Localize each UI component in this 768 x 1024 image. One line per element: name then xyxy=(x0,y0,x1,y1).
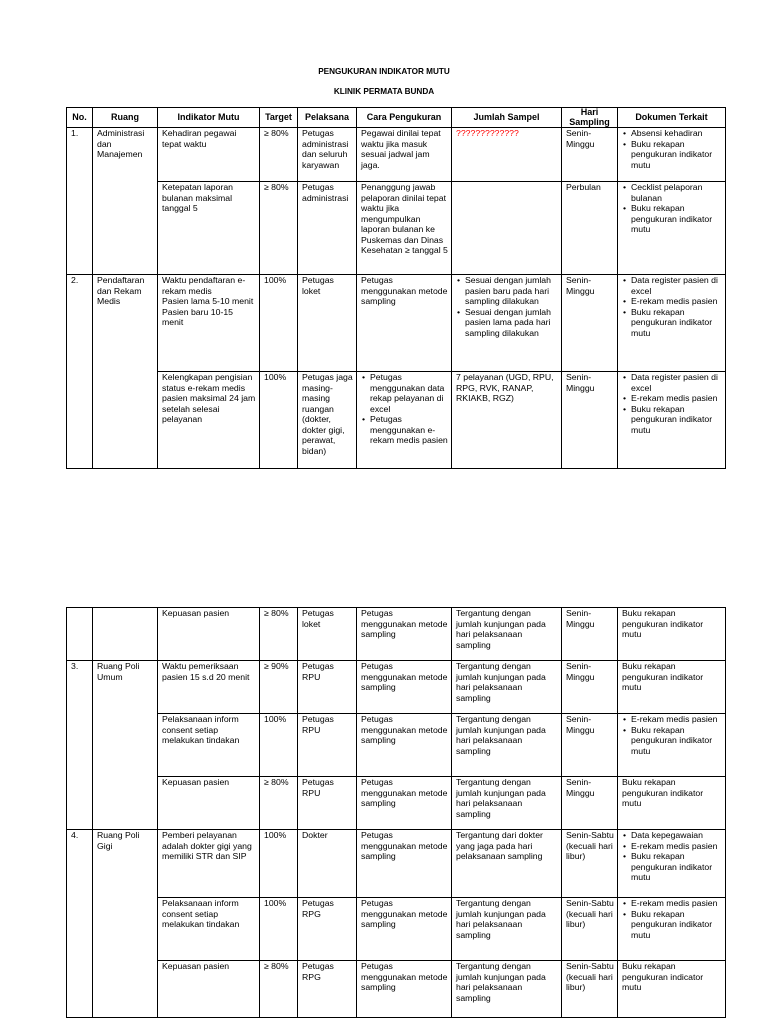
cell-dokumen-terkait xyxy=(618,372,726,469)
cell-pelaksana: Petugas administrasi xyxy=(298,182,357,275)
cell-hari-sampling: Senin-Sabtu (kecuali hari libur) xyxy=(562,898,618,961)
cell-indikator-mutu: Pemberi pelayanan adalah dokter gigi yang memiliki STR dan SIP xyxy=(158,830,260,898)
table-row xyxy=(67,182,726,275)
cell-indikator-mutu: Pelaksanaan inform consent setiap melakukan tindakan xyxy=(158,714,260,777)
table-header xyxy=(67,108,726,128)
header-dokumen-terkait: Dokumen Terkait xyxy=(618,108,726,128)
bullet-list xyxy=(622,898,722,940)
cell-cara-pengukuran: Petugas menggunakan metode sampling xyxy=(357,714,452,777)
bullet-list xyxy=(622,128,722,170)
bullet-list xyxy=(622,275,722,338)
table-row xyxy=(67,898,726,961)
cell-cara-pengukuran: Petugas menggunakan metode sampling xyxy=(357,898,452,961)
cell-hari-sampling: Senin-Minggu xyxy=(562,372,618,469)
cell-dokumen-terkait xyxy=(618,714,726,777)
document-subtitle: KLINIK PERMATA BUNDA xyxy=(333,87,435,96)
cell-target: ≥ 80% xyxy=(260,961,298,1018)
cell-ruang: Ruang Poli Umum xyxy=(93,661,158,830)
cell-indikator-mutu: Kepuasan pasien xyxy=(158,961,260,1018)
cell-no: 4. xyxy=(67,830,93,1018)
cell-no: 2. xyxy=(67,275,93,469)
cell-line: Waktu pendaftaran e-rekam medis xyxy=(162,275,246,296)
bullet-item: • E-rekam medis pasien xyxy=(622,296,722,307)
cell-jumlah-sampel: Tergantung dengan jumlah kunjungan pada hari pelaksanaan sampling xyxy=(452,961,562,1018)
cell-target: 100% xyxy=(260,372,298,469)
header-cara-pengukuran: Cara Pengukuran xyxy=(357,108,452,128)
bullet-item: • E-rekam medis pasien xyxy=(622,714,722,725)
header-ruang: Ruang xyxy=(93,108,158,128)
bullet-list xyxy=(622,714,722,756)
table-row xyxy=(67,372,726,469)
cell-dokumen-terkait xyxy=(618,275,726,372)
table-row xyxy=(67,777,726,830)
bullet-item: • E-rekam medis pasien xyxy=(622,841,722,852)
cell-cara-pengukuran: Petugas menggunakan metode sampling xyxy=(357,777,452,830)
header-target: Target xyxy=(260,108,298,128)
table-row xyxy=(67,128,726,182)
cell-indikator-mutu: Kepuasan pasien xyxy=(158,608,260,661)
cell-dokumen-terkait xyxy=(618,182,726,275)
header-no: No. xyxy=(67,108,93,128)
table-body xyxy=(67,128,726,469)
cell-line: Pasien lama 5-10 menit xyxy=(162,296,254,306)
table-row xyxy=(67,714,726,777)
bullet-item: • E-rekam medis pasien xyxy=(622,898,722,909)
cell-jumlah-sampel: 7 pelayanan (UGD, RPU, RPG, RVK, RANAP, RKIAKB, RGZ) xyxy=(452,372,562,469)
cell-cara-pengukuran: Petugas menggunakan metode sampling xyxy=(357,275,452,372)
bullet-item: • Buku rekapan pengukuran indikator mutu xyxy=(622,307,722,339)
cell-cara-pengukuran: Petugas menggunakan metode sampling xyxy=(357,830,452,898)
highlighted-value: ????????????? xyxy=(456,128,519,138)
cell-indikator-mutu: Kehadiran pegawai tepat waktu xyxy=(158,128,260,182)
cell-pelaksana: Petugas loket xyxy=(298,275,357,372)
cell-pelaksana: Dokter xyxy=(298,830,357,898)
cell-cara-pengukuran: Penanggung jawab pelaporan dinilai tepat waktu jika mengumpulkan laporan bulanan ke Puskemas dan Dinas Kesehatan ≥ tanggal 5 xyxy=(357,182,452,275)
bullet-list xyxy=(622,182,722,235)
bullet-item: • Buku rekapan pengukuran indikator mutu xyxy=(622,203,722,235)
cell-indikator-mutu xyxy=(158,275,260,372)
table-header-row xyxy=(67,108,726,128)
cell-indikator-mutu: Kelengkapan pengisian status e-rekam medis pasien maksimal 24 jam setelah selesai pelayanan xyxy=(158,372,260,469)
cell-indikator-mutu: Waktu pemeriksaan pasien 15 s.d 20 menit xyxy=(158,661,260,714)
cell-target: 100% xyxy=(260,714,298,777)
cell-hari-sampling: Senin-Sabtu (kecuali hari libur) xyxy=(562,830,618,898)
cell-cara-pengukuran: Petugas menggunakan metode sampling xyxy=(357,961,452,1018)
document-title: PENGUKURAN INDIKATOR MUTU xyxy=(318,67,450,76)
cell-no: 3. xyxy=(67,661,93,830)
bullet-list xyxy=(622,372,722,435)
bullet-list xyxy=(622,830,722,883)
cell-jumlah-sampel xyxy=(452,182,562,275)
bullet-item: • Data register pasien di excel xyxy=(622,275,722,296)
cell-dokumen-terkait: Buku rekapan pengukuran indikator mutu xyxy=(618,777,726,830)
cell-pelaksana: Petugas administrasi dan seluruh karyawan xyxy=(298,128,357,182)
cell-target: ≥ 80% xyxy=(260,608,298,661)
cell-pelaksana: Petugas RPG xyxy=(298,898,357,961)
cell-ruang: Administrasi dan Manajemen xyxy=(93,128,158,275)
cell-hari-sampling: Senin-Minggu xyxy=(562,661,618,714)
bullet-item: • E-rekam medis pasien xyxy=(622,393,722,404)
cell-pelaksana: Petugas loket xyxy=(298,608,357,661)
cell-target: ≥ 90% xyxy=(260,661,298,714)
cell-target: 100% xyxy=(260,898,298,961)
cell-jumlah-sampel: Tergantung dengan jumlah kunjungan pada hari pelaksanaan sampling xyxy=(452,714,562,777)
bullet-item: • Sesuai dengan jumlah pasien lama pada hari sampling dilakukan xyxy=(456,307,558,339)
bullet-item: • Buku rekapan pengukuran indikator mutu xyxy=(622,909,722,941)
bullet-item: • Petugas menggunakan e-rekam medis pasien xyxy=(361,414,448,446)
cell-hari-sampling: Senin-Minggu xyxy=(562,608,618,661)
cell-hari-sampling: Senin-Minggu xyxy=(562,714,618,777)
cell-pelaksana: Petugas RPU xyxy=(298,661,357,714)
bullet-item: • Buku rekapan pengukuran indikator mutu xyxy=(622,139,722,171)
cell-jumlah-sampel xyxy=(452,128,562,182)
cell-dokumen-terkait xyxy=(618,128,726,182)
cell-ruang: Ruang Poli Gigi xyxy=(93,830,158,1018)
cell-line: Pasien baru 10-15 menit xyxy=(162,306,233,327)
bullet-list xyxy=(361,372,448,446)
cell-hari-sampling: Senin-Sabtu (kecuali hari libur) xyxy=(562,961,618,1018)
bullet-item: • Buku rekapan pengukuran indikator mutu xyxy=(622,404,722,436)
bullet-item: • Data register pasien di excel xyxy=(622,372,722,393)
cell-dokumen-terkait: Buku rekapan pengukuran indicator mutu xyxy=(618,961,726,1018)
cell-cara-pengukuran xyxy=(357,372,452,469)
cell-indikator-mutu: Pelaksanaan inform consent setiap melakukan tindakan xyxy=(158,898,260,961)
bullet-item: • Petugas menggunakan data rekap pelayanan di excel xyxy=(361,372,448,414)
cell-target: 100% xyxy=(260,830,298,898)
cell-hari-sampling: Perbulan xyxy=(562,182,618,275)
header-indikator-mutu: Indikator Mutu xyxy=(158,108,260,128)
header-pelaksana: Pelaksana xyxy=(298,108,357,128)
cell-no: 1. xyxy=(67,128,93,275)
cell-pelaksana: Petugas RPG xyxy=(298,961,357,1018)
cell-cara-pengukuran: Petugas menggunakan metode sampling xyxy=(357,608,452,661)
cell-target: 100% xyxy=(260,275,298,372)
header-jumlah-sampel: Jumlah Sampel xyxy=(452,108,562,128)
cell-jumlah-sampel: Tergantung dengan jumlah kunjungan pada hari pelaksanaan sampling xyxy=(452,777,562,830)
cell-hari-sampling: Senin-Minggu xyxy=(562,777,618,830)
cell-jumlah-sampel: Tergantung dari dokter yang jaga pada hari pelaksanaan sampling xyxy=(452,830,562,898)
cell-cara-pengukuran: Pegawai dinilai tepat waktu jika masuk sesuai jadwal jam jaga. xyxy=(357,128,452,182)
cell-pelaksana: Petugas jaga masing-masing ruangan (dokter, dokter gigi, perawat, bidan) xyxy=(298,372,357,469)
cell-jumlah-sampel: Tergantung dengan jumlah kunjungan pada hari pelaksanaan sampling xyxy=(452,661,562,714)
cell-dokumen-terkait: Buku rekapan pengukuran indikator mutu xyxy=(618,608,726,661)
bullet-item: • Sesuai dengan jumlah pasien baru pada hari sampling dilakukan xyxy=(456,275,558,307)
cell-pelaksana: Petugas RPU xyxy=(298,777,357,830)
cell-indikator-mutu: Kepuasan pasien xyxy=(158,777,260,830)
cell-pelaksana: Petugas RPU xyxy=(298,714,357,777)
bullet-item: • Data kepegawaian xyxy=(622,830,722,841)
bullet-item: • Buku rekapan pengukuran indikator mutu xyxy=(622,851,722,883)
bullet-list xyxy=(456,275,558,338)
bullet-item: • Buku rekapan pengukuran indikator mutu xyxy=(622,725,722,757)
cell-target: ≥ 80% xyxy=(260,777,298,830)
cell-jumlah-sampel xyxy=(452,275,562,372)
cell-no xyxy=(67,608,93,661)
bullet-item: • Absensi kehadiran xyxy=(622,128,722,139)
cell-dokumen-terkait: Buku rekapan pengukuran indikator mutu xyxy=(618,661,726,714)
cell-ruang xyxy=(93,608,158,661)
cell-hari-sampling: Senin-Minggu xyxy=(562,275,618,372)
indicator-table-continued xyxy=(66,607,726,1018)
cell-jumlah-sampel: Tergantung dengan jumlah kunjungan pada hari pelaksanaan sampling xyxy=(452,608,562,661)
cell-ruang: Pendaftaran dan Rekam Medis xyxy=(93,275,158,469)
cell-dokumen-terkait xyxy=(618,830,726,898)
cell-indikator-mutu: Ketepatan laporan bulanan maksimal tanggal 5 xyxy=(158,182,260,275)
table-row xyxy=(67,661,726,714)
cell-cara-pengukuran: Petugas menggunakan metode sampling xyxy=(357,661,452,714)
header-hari-sampling: Hari Sampling xyxy=(562,108,618,128)
table-row xyxy=(67,275,726,372)
bullet-item: • Cecklist pelaporan bulanan xyxy=(622,182,722,203)
cell-target: ≥ 80% xyxy=(260,182,298,275)
cell-dokumen-terkait xyxy=(618,898,726,961)
cell-target: ≥ 80% xyxy=(260,128,298,182)
table-body xyxy=(67,608,726,1018)
table-row xyxy=(67,608,726,661)
indicator-table xyxy=(66,107,726,469)
cell-hari-sampling: Senin-Minggu xyxy=(562,128,618,182)
table-row xyxy=(67,830,726,898)
cell-jumlah-sampel: Tergantung dengan jumlah kunjungan pada hari pelaksanaan sampling xyxy=(452,898,562,961)
table-row xyxy=(67,961,726,1018)
